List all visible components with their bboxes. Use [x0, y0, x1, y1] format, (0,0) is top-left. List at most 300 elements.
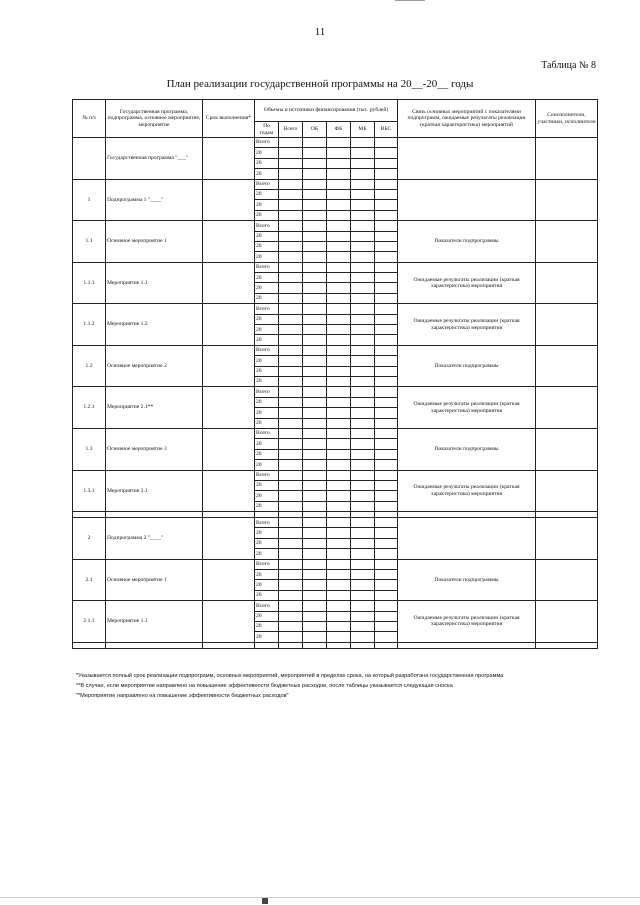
- plan-table: [72, 99, 598, 649]
- vbs-cell: [375, 241, 398, 251]
- year-cell: 20: [255, 169, 279, 179]
- total-cell: [279, 241, 303, 251]
- total-cell: [279, 397, 303, 407]
- row-name: Основное мероприятие 1: [106, 559, 203, 601]
- mb-cell: [351, 418, 375, 428]
- vbs-cell: [375, 491, 398, 501]
- fb-cell: [327, 528, 351, 538]
- year-cell: 20: [255, 611, 279, 621]
- year-cell: 20: [255, 491, 279, 501]
- total-cell: [279, 293, 303, 303]
- plan-table-body: [73, 138, 598, 649]
- header-funding: Объемы и источники финансирования (тыс. рублей): [255, 100, 398, 122]
- ob-cell: [303, 138, 327, 148]
- row-name: Подпрограмма 1 "____": [106, 179, 203, 221]
- row-name: Мероприятие 2.1**: [106, 387, 203, 429]
- vbs-cell: [375, 200, 398, 210]
- connection-cell: [398, 518, 536, 560]
- row-number: 1.1.2: [73, 304, 106, 346]
- term-cell: [203, 559, 255, 601]
- executors-cell: [536, 138, 598, 180]
- fb-cell: [327, 262, 351, 272]
- ob-cell: [303, 179, 327, 189]
- total-cell: [279, 538, 303, 548]
- fb-cell: [327, 356, 351, 366]
- table-row: [73, 428, 598, 438]
- ob-cell: [303, 549, 327, 559]
- total-cell: [279, 148, 303, 158]
- vbs-cell: [375, 518, 398, 528]
- ob-cell: [303, 293, 327, 303]
- mb-cell: [351, 538, 375, 548]
- top-edge-line: [395, 0, 425, 1]
- fb-cell: [327, 252, 351, 262]
- mb-cell: [351, 189, 375, 199]
- header-vbs: ВБС: [375, 122, 398, 138]
- fb-cell: [327, 408, 351, 418]
- year-cell: 20: [255, 501, 279, 511]
- fb-cell: [327, 366, 351, 376]
- term-cell: [203, 179, 255, 221]
- ob-cell: [303, 325, 327, 335]
- total-cell: [279, 518, 303, 528]
- mb-cell: [351, 491, 375, 501]
- total-cell: [279, 549, 303, 559]
- mb-cell: [351, 241, 375, 251]
- ob-cell: [303, 408, 327, 418]
- year-cell: 20: [255, 231, 279, 241]
- ob-cell: [303, 376, 327, 386]
- ob-cell: [303, 570, 327, 580]
- term-cell: [203, 345, 255, 387]
- fb-cell: [327, 570, 351, 580]
- fb-cell: [327, 460, 351, 470]
- fb-cell: [327, 501, 351, 511]
- year-cell: 20: [255, 549, 279, 559]
- table-row: [73, 262, 598, 272]
- ob-cell: [303, 501, 327, 511]
- fb-cell: [327, 221, 351, 231]
- mb-cell: [351, 304, 375, 314]
- ob-cell: [303, 632, 327, 642]
- fb-cell: [327, 559, 351, 569]
- bottom-edge-line: [0, 897, 640, 898]
- row-number: 1.1.1: [73, 262, 106, 304]
- empty-cell: [375, 642, 398, 648]
- ob-cell: [303, 460, 327, 470]
- ob-cell: [303, 580, 327, 590]
- mb-cell: [351, 570, 375, 580]
- year-cell: 20: [255, 460, 279, 470]
- empty-cell: [203, 642, 255, 648]
- total-cell: [279, 428, 303, 438]
- fb-cell: [327, 335, 351, 345]
- mb-cell: [351, 470, 375, 480]
- mb-cell: [351, 559, 375, 569]
- connection-cell: Показатели подпрограммы: [398, 221, 536, 263]
- year-cell: 20: [255, 241, 279, 251]
- mb-cell: [351, 366, 375, 376]
- ob-cell: [303, 428, 327, 438]
- total-cell: [279, 345, 303, 355]
- ob-cell: [303, 189, 327, 199]
- mb-cell: [351, 138, 375, 148]
- total-cell: [279, 611, 303, 621]
- row-number: 1.2: [73, 345, 106, 387]
- ob-cell: [303, 335, 327, 345]
- total-cell: [279, 221, 303, 231]
- fb-cell: [327, 549, 351, 559]
- executors-cell: [536, 601, 598, 643]
- fb-cell: [327, 491, 351, 501]
- mb-cell: [351, 273, 375, 283]
- fb-cell: [327, 580, 351, 590]
- row-name: Подпрограмма 2 "____": [106, 518, 203, 560]
- row-name: Основное мероприятие 3: [106, 428, 203, 470]
- ob-cell: [303, 449, 327, 459]
- year-cell: 20: [255, 148, 279, 158]
- year-cell: 20: [255, 538, 279, 548]
- vbs-cell: [375, 366, 398, 376]
- total-cell: [279, 231, 303, 241]
- vbs-cell: [375, 273, 398, 283]
- term-cell: [203, 518, 255, 560]
- ob-cell: [303, 345, 327, 355]
- year-cell: 20: [255, 335, 279, 345]
- fb-cell: [327, 241, 351, 251]
- total-cell: [279, 460, 303, 470]
- fb-cell: [327, 418, 351, 428]
- fb-cell: [327, 449, 351, 459]
- ob-cell: [303, 241, 327, 251]
- mb-cell: [351, 356, 375, 366]
- vbs-cell: [375, 376, 398, 386]
- row-name: Мероприятие 1.1: [106, 262, 203, 304]
- vbs-cell: [375, 325, 398, 335]
- vbs-cell: [375, 335, 398, 345]
- vbs-cell: [375, 148, 398, 158]
- fb-cell: [327, 158, 351, 168]
- ob-cell: [303, 273, 327, 283]
- executors-cell: [536, 221, 598, 263]
- row-name: Мероприятие 1.2: [106, 304, 203, 346]
- mb-cell: [351, 528, 375, 538]
- total-cell: [279, 252, 303, 262]
- spacer-row: [73, 642, 598, 648]
- mb-cell: [351, 262, 375, 272]
- vbs-cell: [375, 293, 398, 303]
- total-cell: [279, 325, 303, 335]
- mb-cell: [351, 283, 375, 293]
- mb-cell: [351, 397, 375, 407]
- empty-cell: [327, 642, 351, 648]
- mb-cell: [351, 169, 375, 179]
- ob-cell: [303, 148, 327, 158]
- fb-cell: [327, 601, 351, 611]
- total-cell: [279, 580, 303, 590]
- mb-cell: [351, 231, 375, 241]
- year-cell: 20: [255, 356, 279, 366]
- vbs-cell: [375, 138, 398, 148]
- table-row: [73, 387, 598, 397]
- vbs-cell: [375, 580, 398, 590]
- fb-cell: [327, 632, 351, 642]
- total-cell: [279, 283, 303, 293]
- year-cell: 20: [255, 570, 279, 580]
- vbs-cell: [375, 252, 398, 262]
- row-name: Основное мероприятие 2: [106, 345, 203, 387]
- empty-cell: [398, 642, 536, 648]
- total-cell: [279, 304, 303, 314]
- vbs-cell: [375, 231, 398, 241]
- mb-cell: [351, 428, 375, 438]
- vbs-cell: [375, 387, 398, 397]
- ob-cell: [303, 283, 327, 293]
- ob-cell: [303, 470, 327, 480]
- header-num: № п/з: [73, 100, 106, 138]
- ob-cell: [303, 480, 327, 490]
- row-number: 2.1.1: [73, 601, 106, 643]
- row-number: 2.1: [73, 559, 106, 601]
- mb-cell: [351, 148, 375, 158]
- page-title: План реализации государственной программы на 20__-20__ годы: [166, 78, 474, 90]
- year-cell: 20: [255, 418, 279, 428]
- executors-cell: [536, 179, 598, 221]
- empty-cell: [536, 642, 598, 648]
- fb-cell: [327, 273, 351, 283]
- ob-cell: [303, 169, 327, 179]
- table-row: [73, 179, 598, 189]
- ob-cell: [303, 210, 327, 220]
- row-number: 1.1: [73, 221, 106, 263]
- fb-cell: [327, 304, 351, 314]
- fb-cell: [327, 148, 351, 158]
- fb-cell: [327, 345, 351, 355]
- year-cell: 20: [255, 200, 279, 210]
- total-cell: [279, 314, 303, 324]
- year-cell: 20: [255, 632, 279, 642]
- fb-cell: [327, 621, 351, 631]
- table-row: [73, 559, 598, 569]
- total-cell: [279, 356, 303, 366]
- fb-cell: [327, 470, 351, 480]
- mb-cell: [351, 325, 375, 335]
- vbs-cell: [375, 158, 398, 168]
- empty-cell: [106, 642, 203, 648]
- year-cell: 20: [255, 252, 279, 262]
- executors-cell: [536, 262, 598, 304]
- vbs-cell: [375, 221, 398, 231]
- vbs-cell: [375, 501, 398, 511]
- header-executors: Соисполнители, участники, исполнители: [536, 100, 598, 138]
- header-connection: Связь основных мероприятий с показателями подпрограмм, ожидаемые результаты реализации (краткая характеристика) мероприятий: [398, 100, 536, 138]
- ob-cell: [303, 158, 327, 168]
- ob-cell: [303, 304, 327, 314]
- year-cell: Всего: [255, 518, 279, 528]
- mb-cell: [351, 580, 375, 590]
- vbs-cell: [375, 632, 398, 642]
- year-cell: Всего: [255, 470, 279, 480]
- mb-cell: [351, 387, 375, 397]
- vbs-cell: [375, 590, 398, 600]
- footnote: "*Мероприятие направлено на повышение эффективности бюджетных расходов": [76, 693, 289, 700]
- row-number: [73, 138, 106, 180]
- ob-cell: [303, 538, 327, 548]
- vbs-cell: [375, 549, 398, 559]
- ob-cell: [303, 590, 327, 600]
- fb-cell: [327, 376, 351, 386]
- fb-cell: [327, 480, 351, 490]
- total-cell: [279, 376, 303, 386]
- ob-cell: [303, 528, 327, 538]
- vbs-cell: [375, 314, 398, 324]
- ob-cell: [303, 491, 327, 501]
- executors-cell: [536, 470, 598, 512]
- mb-cell: [351, 314, 375, 324]
- total-cell: [279, 632, 303, 642]
- total-cell: [279, 570, 303, 580]
- total-cell: [279, 480, 303, 490]
- year-cell: 20: [255, 439, 279, 449]
- year-cell: Всего: [255, 559, 279, 569]
- mb-cell: [351, 632, 375, 642]
- mb-cell: [351, 480, 375, 490]
- mb-cell: [351, 200, 375, 210]
- ob-cell: [303, 262, 327, 272]
- row-number: 1.2.1: [73, 387, 106, 429]
- ob-cell: [303, 621, 327, 631]
- total-cell: [279, 273, 303, 283]
- year-cell: 20: [255, 273, 279, 283]
- fb-cell: [327, 439, 351, 449]
- mb-cell: [351, 293, 375, 303]
- header-name: Государственная программа, подпрограмма, основное мероприятие, мероприятие: [106, 100, 203, 138]
- fb-cell: [327, 387, 351, 397]
- row-number: 1.3: [73, 428, 106, 470]
- year-cell: Всего: [255, 428, 279, 438]
- executors-cell: [536, 345, 598, 387]
- year-cell: 20: [255, 590, 279, 600]
- fb-cell: [327, 179, 351, 189]
- table-row: [73, 601, 598, 611]
- fb-cell: [327, 397, 351, 407]
- row-name: Мероприятие 1.1: [106, 601, 203, 643]
- mb-cell: [351, 179, 375, 189]
- year-cell: 20: [255, 189, 279, 199]
- year-cell: Всего: [255, 304, 279, 314]
- total-cell: [279, 387, 303, 397]
- year-cell: 20: [255, 366, 279, 376]
- fb-cell: [327, 189, 351, 199]
- mb-cell: [351, 158, 375, 168]
- vbs-cell: [375, 570, 398, 580]
- vbs-cell: [375, 559, 398, 569]
- header-total: Всего: [279, 122, 303, 138]
- year-cell: 20: [255, 158, 279, 168]
- ob-cell: [303, 397, 327, 407]
- mb-cell: [351, 590, 375, 600]
- ob-cell: [303, 200, 327, 210]
- fb-cell: [327, 518, 351, 528]
- mb-cell: [351, 621, 375, 631]
- year-cell: Всего: [255, 601, 279, 611]
- table-row: [73, 221, 598, 231]
- fb-cell: [327, 314, 351, 324]
- total-cell: [279, 335, 303, 345]
- vbs-cell: [375, 356, 398, 366]
- header-fb: ФБ: [327, 122, 351, 138]
- table-row: [73, 304, 598, 314]
- mb-cell: [351, 376, 375, 386]
- row-number: 1: [73, 179, 106, 221]
- executors-cell: [536, 559, 598, 601]
- total-cell: [279, 439, 303, 449]
- year-cell: 20: [255, 293, 279, 303]
- year-cell: Всего: [255, 262, 279, 272]
- empty-cell: [279, 642, 303, 648]
- footnote: *Указывается полный срок реализации подпрограмм, основных мероприятий, мероприятий в пределах срока, на который разработана государственная программа: [76, 673, 504, 679]
- vbs-cell: [375, 439, 398, 449]
- scan-mark: [262, 898, 268, 904]
- total-cell: [279, 418, 303, 428]
- vbs-cell: [375, 169, 398, 179]
- row-name: Мероприятие 3.1: [106, 470, 203, 512]
- total-cell: [279, 169, 303, 179]
- fb-cell: [327, 325, 351, 335]
- fb-cell: [327, 538, 351, 548]
- vbs-cell: [375, 210, 398, 220]
- total-cell: [279, 528, 303, 538]
- total-cell: [279, 621, 303, 631]
- year-cell: 20: [255, 325, 279, 335]
- vbs-cell: [375, 470, 398, 480]
- term-cell: [203, 601, 255, 643]
- fb-cell: [327, 283, 351, 293]
- total-cell: [279, 366, 303, 376]
- mb-cell: [351, 460, 375, 470]
- year-cell: Всего: [255, 221, 279, 231]
- total-cell: [279, 179, 303, 189]
- vbs-cell: [375, 397, 398, 407]
- connection-cell: Показатели подпрограммы: [398, 559, 536, 601]
- total-cell: [279, 491, 303, 501]
- total-cell: [279, 601, 303, 611]
- ob-cell: [303, 611, 327, 621]
- mb-cell: [351, 611, 375, 621]
- fb-cell: [327, 138, 351, 148]
- total-cell: [279, 138, 303, 148]
- row-name: Государственная программа "___": [106, 138, 203, 180]
- ob-cell: [303, 366, 327, 376]
- mb-cell: [351, 518, 375, 528]
- mb-cell: [351, 501, 375, 511]
- vbs-cell: [375, 449, 398, 459]
- mb-cell: [351, 408, 375, 418]
- table-row: [73, 138, 598, 148]
- ob-cell: [303, 314, 327, 324]
- year-cell: Всего: [255, 387, 279, 397]
- header-term: Срок выполнения*: [203, 100, 255, 138]
- fb-cell: [327, 293, 351, 303]
- total-cell: [279, 262, 303, 272]
- vbs-cell: [375, 480, 398, 490]
- term-cell: [203, 138, 255, 180]
- executors-cell: [536, 387, 598, 429]
- vbs-cell: [375, 601, 398, 611]
- term-cell: [203, 262, 255, 304]
- year-cell: 20: [255, 283, 279, 293]
- year-cell: Всего: [255, 138, 279, 148]
